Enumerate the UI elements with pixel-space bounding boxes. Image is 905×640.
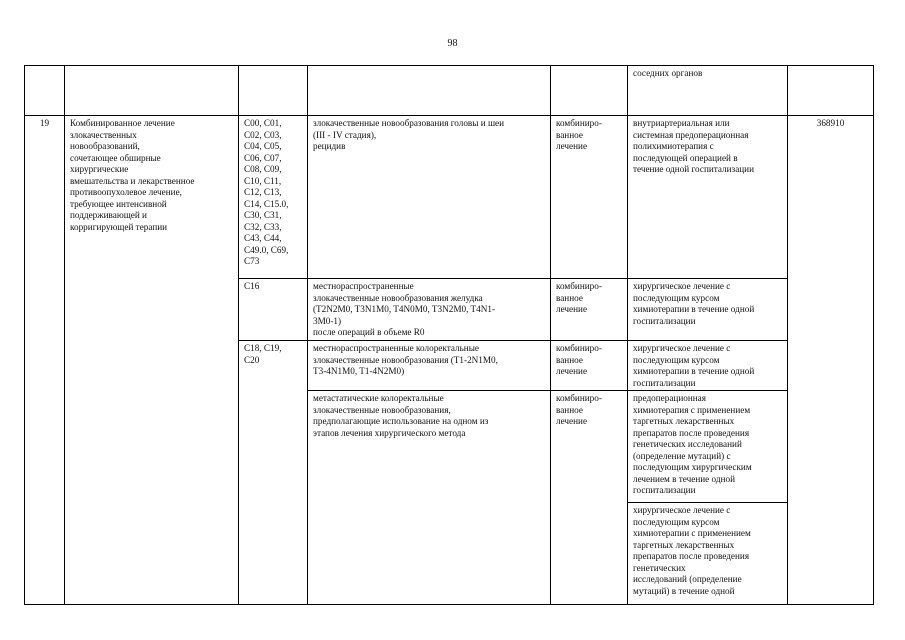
codes-cell: [239, 341, 308, 605]
cell-text-line: хирургические: [70, 164, 129, 174]
entry-name-cell: [65, 116, 239, 605]
cell-text-line: вмешательства и лекарственное: [70, 175, 195, 186]
cell-text-line: исследований (определение: [633, 574, 742, 584]
treatment-method-cell: [628, 279, 788, 341]
cell-text-line: предполагающие использование на одном из: [313, 416, 489, 426]
cell-text-line: злокачественные новообразования (T1-2N1M0,: [313, 354, 498, 365]
cont-method-cell: [628, 66, 788, 116]
cell-text-line: предоперационная: [633, 393, 706, 403]
cell-text-line: C43, C44,: [244, 233, 282, 243]
cell-text-line: течение одной госпитализации: [633, 164, 755, 174]
cell-text-line: комбиниро-: [556, 393, 602, 403]
cell-text-line: ванное: [556, 292, 583, 303]
treatment-method-cell: [628, 503, 788, 605]
cell-text-line: лечением в течение одной: [633, 473, 735, 484]
cell-text-line: после операций в объеме R0: [313, 327, 425, 337]
cell-text-line: системная предоперационная: [633, 129, 749, 140]
cell-text-line: хирургическое лечение с: [633, 343, 731, 353]
cell-text-line: C02, C03,: [244, 129, 282, 140]
cell-text-line: злокачественные новообразования,: [313, 404, 451, 415]
cell-text-line: комбиниро-: [556, 343, 602, 353]
cont-cost-cell: [788, 66, 874, 116]
cell-text-line: таргетных лекарственных: [633, 539, 735, 550]
cell-text-line: новообразований,: [70, 141, 140, 151]
cell-text-line: поддерживающей и: [70, 210, 147, 220]
codes-cell: [239, 116, 308, 279]
cell-text-line: лечение: [556, 416, 588, 426]
page-number: 98: [447, 38, 458, 49]
cell-text-line: (определение мутаций) с: [633, 450, 731, 461]
cell-text-line: ванное: [556, 129, 583, 140]
patient-model-cell: [308, 341, 551, 391]
cell-text-line: сочетающее обширные: [70, 152, 161, 163]
cell-text-line: препаратов после проведения: [633, 427, 750, 438]
entry-number-cell: 19: [25, 116, 65, 605]
cell-text-line: химиотерапии в течение одной: [633, 366, 755, 376]
cell-text-line: комбиниро-: [556, 281, 602, 291]
cell-text-line: госпитализации: [633, 315, 696, 326]
cell-text-line: Комбинированное лечение: [70, 118, 175, 128]
cell-text-line: госпитализации: [633, 485, 696, 495]
cont-model-cell: [308, 66, 551, 116]
treatment-type-cell: [551, 341, 628, 391]
patient-model-cell: [308, 279, 551, 341]
cont-number-cell: [25, 66, 65, 116]
patient-model-cell: [308, 391, 551, 605]
cell-text-line: ванное: [556, 354, 583, 365]
cell-text-line: последующим курсом: [633, 354, 720, 365]
cont-type-cell: [551, 66, 628, 116]
cont-name-cell: [65, 66, 239, 116]
cell-text-line: (III - IV стадия),: [313, 129, 377, 140]
cell-text-line: генетических: [633, 562, 686, 573]
cell-text-line: C08, C09,: [244, 164, 282, 174]
codes-cell: [239, 279, 308, 341]
cell-text-line: C20: [244, 354, 260, 365]
cell-text-line: C12, C13,: [244, 187, 282, 197]
treatment-method-cell: [628, 391, 788, 503]
cell-text-line: местнораспространенные: [313, 281, 414, 291]
cell-text-line: хирургическое лечение с: [633, 505, 731, 515]
cell-text-line: C04, C05,: [244, 141, 282, 151]
patient-model-cell: [308, 116, 551, 279]
cell-text-line: C49.0, C69,: [244, 244, 289, 255]
cell-text-line: требующее интенсивной: [70, 198, 167, 209]
cell-text-line: лечение: [556, 141, 588, 151]
table-row: [25, 116, 874, 279]
cell-text-line: 3M0-1): [313, 315, 342, 326]
cost-cell: 368910: [788, 116, 874, 605]
cell-text-line: C06, C07,: [244, 152, 282, 163]
cell-text-line: этапов лечения хирургического метода: [313, 427, 466, 438]
cell-text-line: C14, C15.0,: [244, 198, 289, 209]
cell-text-line: лечение: [556, 366, 588, 376]
cell-text-line: метастатические колоректальные: [313, 393, 444, 403]
cell-text-line: последующим курсом: [633, 292, 720, 303]
cell-text-line: химиотерапия с применением: [633, 404, 751, 415]
cell-text-line: химиотерапии в течение одной: [633, 304, 755, 314]
cell-text-line: злокачественных: [70, 129, 137, 140]
cell-text-line: генетических исследований: [633, 439, 742, 449]
cell-text-line: последующим курсом: [633, 516, 720, 527]
cell-text-line: C00, C01,: [244, 118, 282, 128]
cell-text-line: злокачественные новообразования головы и шеи: [313, 118, 505, 128]
cell-text-line: C10, C11,: [244, 175, 282, 186]
treatment-type-cell: [551, 391, 628, 605]
cell-text-line: противоопухолевое лечение,: [70, 187, 182, 197]
cell-text-line: препаратов после проведения: [633, 551, 750, 561]
treatment-type-cell: [551, 116, 628, 279]
cell-text-line: лечение: [556, 304, 588, 314]
cell-text-line: C16: [244, 281, 260, 291]
cell-text-line: ванное: [556, 404, 583, 415]
cell-text-line: местнораспространенные колоректальные: [313, 343, 479, 353]
treatment-method-cell: [628, 341, 788, 391]
cell-text-line: химиотерапии с применением: [633, 528, 751, 538]
medical-care-table: [24, 65, 874, 605]
cell-text-line: корригирующей терапии: [70, 221, 168, 232]
cell-text-line: (T2N2M0, T3N1M0, T4N0M0, T3N2M0, T4N1-: [313, 304, 496, 314]
cell-text-line: хирургическое лечение с: [633, 281, 731, 291]
cell-text-line: C30, C31,: [244, 210, 282, 220]
cont-codes-cell: [239, 66, 308, 116]
treatment-type-cell: [551, 279, 628, 341]
cell-text-line: C32, C33,: [244, 221, 282, 232]
cell-text-line: T3-4N1M0, T1-4N2M0): [313, 366, 405, 376]
continuation-row: [25, 66, 874, 116]
cell-text-line: злокачественные новообразования желудка: [313, 292, 483, 303]
cell-text-line: внутриартериальная или: [633, 118, 730, 128]
cell-text-line: последующей операцией в: [633, 152, 738, 163]
treatment-method-cell: [628, 116, 788, 279]
cell-text-line: соседних органов: [633, 68, 703, 78]
cell-text-line: мутаций) в течение одной: [633, 585, 735, 596]
cell-text-line: комбиниро-: [556, 118, 602, 128]
cell-text-line: последующим хирургическим: [633, 462, 752, 472]
cell-text-line: госпитализации: [633, 377, 696, 388]
cell-text-line: полихимиотерапия с: [633, 141, 714, 151]
cell-text-line: C73: [244, 256, 260, 266]
cell-text-line: рецидив: [313, 141, 346, 151]
cell-text-line: C18, C19,: [244, 343, 282, 353]
cell-text-line: таргетных лекарственных: [633, 416, 735, 426]
